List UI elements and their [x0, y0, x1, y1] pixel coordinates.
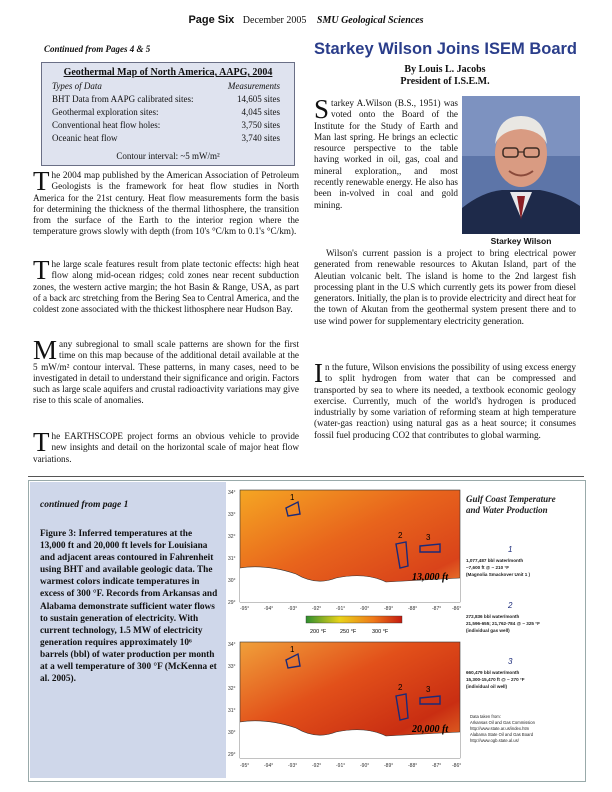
lat-tick: 32° — [228, 686, 236, 692]
lon-tick: -92° — [312, 606, 322, 612]
paragraph-text: any subregional to small scale patterns are shown for the first time on this map because of the additional detail available at the 5 mW/m² contour interval. These patterns, in many cases, need to be investigated in detail to understand their significance and origin. Factors such as large scale aquifers and crustal radioactivity variations may give rise to this scale of anomalies. — [33, 339, 299, 406]
site-number: 3 — [508, 657, 513, 666]
lon-tick: -87° — [432, 763, 442, 769]
lon-tick: -94° — [264, 606, 274, 612]
page-number: Page Six — [188, 14, 235, 26]
drop-cap: S — [314, 94, 330, 124]
lon-tick: -86° — [452, 763, 462, 769]
box-row — [52, 133, 280, 143]
paragraph-text: he large scale features result from plate tectonic effects: high heat flow along mid-ocean ridges; cold zones near recent subduction zones, the western active margin; the hot Basin & Range, USA, as part of a back arc stretching from the Bering Sea to Central America, and the coldest zone associated with the thickest lithosphere near Hudson Bay. — [33, 259, 299, 315]
lon-tick: -90° — [360, 763, 370, 769]
lon-tick: -90° — [360, 606, 370, 612]
lat-tick: 31° — [228, 708, 236, 714]
site-label-2: 2 — [398, 531, 403, 540]
lon-tick: -95° — [240, 763, 250, 769]
map-20000ft — [240, 642, 460, 758]
lon-tick: -91° — [336, 606, 346, 612]
source-line: Data taken from: — [470, 714, 501, 719]
scale-label: 300 °F — [372, 629, 389, 635]
lon-tick: -87° — [432, 606, 442, 612]
article-byline — [314, 64, 576, 88]
paragraph-text: n the future, Wilson envisions the possibility of using excess energy to split hydrogen from water that can be compressed and transported by sea to where its needed, a textbook economic geology exercise. Currently, much of the world's hydrogen is produced industrially by some variation of reforming steam at high temperature (water-gas reaction) using natural gas as a heat source; it consumes fossil fuel producing CO2 that contributes to global warming. — [314, 362, 576, 440]
drop-cap: T — [33, 427, 50, 457]
source-line: Alabama State Oil and Gas Board — [470, 732, 534, 737]
lon-tick: -93° — [288, 606, 298, 612]
lat-tick: 34° — [228, 642, 236, 648]
continued-note: continued from page 1 — [40, 500, 129, 510]
lat-tick: 29° — [228, 752, 236, 758]
drop-cap: M — [33, 335, 58, 365]
byline-role: President of I.S.E.M. — [400, 76, 490, 87]
row-label: Oceanic heat flow — [52, 133, 118, 143]
site-line: (Magnolia Smackover Unit 1 ) — [466, 572, 531, 577]
site-line: 15,300-15,470 ft @ ~ 270 °F — [466, 677, 525, 682]
site-label-3: 3 — [426, 533, 431, 542]
scale-label: 250 °F — [340, 629, 357, 635]
temperature-scale — [306, 616, 402, 635]
portrait-photo — [462, 96, 580, 234]
wilson-paragraph-1 — [314, 94, 458, 211]
row-label: Geothermal exploration sites: — [52, 107, 159, 117]
site-number: 1 — [508, 545, 513, 554]
lon-tick: -94° — [264, 763, 274, 769]
depth-label-13000: 13,000 ft — [412, 572, 449, 583]
box-row — [52, 120, 280, 130]
site-line: 272,836 bbl water/month — [466, 614, 520, 619]
lon-tick: -92° — [312, 763, 322, 769]
lat-tick: 30° — [228, 578, 236, 584]
row-value: 14,605 sites — [236, 94, 280, 104]
site-line: 21,596-655; 21,762-784 @ ~ 325 °F — [466, 621, 540, 626]
lat-tick: 29° — [228, 600, 236, 606]
site-line: ~7,600 ft @ ~ 210 °F — [466, 565, 510, 570]
row-value: 3,750 sites — [241, 120, 280, 130]
site-line: (individual oil well) — [466, 684, 508, 689]
paragraph-text: he EARTHSCOPE project forms an obvious vehicle to provide new insights and detail on the horizontal scale of major heat flow variations. — [33, 431, 299, 464]
row-label: BHT Data from AAPG calibrated sites: — [52, 94, 194, 104]
lat-tick: 32° — [228, 534, 236, 540]
lat-tick: 34° — [228, 490, 236, 496]
lon-tick: -91° — [336, 763, 346, 769]
site-label-1: 1 — [290, 645, 295, 654]
byline-author: By Louis L. Jacobs — [404, 64, 486, 75]
contour-interval: Contour interval: ~5 mW/m² — [116, 151, 220, 161]
source-line: http://www.state.ar.us/index.htm — [470, 726, 530, 731]
wilson-paragraph-3 — [314, 358, 576, 441]
heatflow-paragraph-1 — [33, 166, 299, 238]
site-label-3: 3 — [426, 685, 431, 694]
page-header — [0, 14, 612, 30]
gulf-coast-figure — [226, 482, 582, 778]
geothermal-data-box — [41, 62, 295, 166]
continued-note: Continued from Pages 4 & 5 — [44, 44, 151, 54]
wilson-paragraph-2: Wilson's current passion is a project to bring electrical power generated from renewable resources to Akutan Island, part of the Aleutian volcanic belt. The island is home to the 2nd largest fish processing plant in the U.S which currently gets its power from diesel generators. Initially, the plan is to provide electricity and direct heat for the town of Akutan from the geothermal system present there and to use wind power for supplementary electricity generation. — [314, 248, 576, 326]
photo-caption: Starkey Wilson — [490, 236, 552, 246]
paragraph-text: he 2004 map published by the American Association of Petroleum Geologists is the framework for heat flow studies in North America for the 21st century. Heat flow measurements form the basis for determining the thickness of the thermal lithosphere, the transition from the surface of the Earth to the interior region where the temperature grows slowly with depth (from 10's °C/km to 0.1's °C/km). — [33, 170, 299, 237]
box-column-measurements: Measurements — [227, 81, 280, 91]
figure-title-line2: and Water Production — [466, 505, 548, 515]
box-column-types: Types of Data — [52, 81, 102, 91]
paragraph-text: tarkey A.Wilson (B.S., 1951) was voted onto the Board of the Institute for the Study of Earth and Man last spring. He brings an eclectic resource perspective to the table having worked in oil, gas, coal and mineral exploration,, and most recently renewable energy. He also has been in-volved in coal and gold mining. — [314, 98, 458, 210]
scale-label: 200 °F — [310, 629, 327, 635]
drop-cap: I — [314, 358, 323, 388]
lat-tick: 30° — [228, 730, 236, 736]
lon-tick: -89° — [384, 763, 394, 769]
lon-tick: -88° — [408, 606, 418, 612]
depth-label-20000: 20,000 ft — [412, 724, 449, 735]
article-title: Starkey Wilson Joins ISEM Board — [314, 40, 578, 58]
site-label-2: 2 — [398, 683, 403, 692]
box-title: Geothermal Map of North America, AAPG, 2004 — [63, 67, 273, 78]
row-value: 3,740 sites — [241, 133, 280, 143]
source-line: Arkansas Oil and Gas Commission — [470, 720, 535, 725]
site-label-1: 1 — [290, 493, 295, 502]
heatflow-paragraph-3 — [33, 335, 299, 407]
box-row — [52, 107, 280, 117]
lon-tick: -86° — [452, 606, 462, 612]
gulf-coast-maps — [226, 482, 582, 778]
lon-tick: -95° — [240, 606, 250, 612]
figure-caption: Figure 3: Inferred temperatures at the 13,000 ft and 20,000 ft levels for Louisiana and adjacent areas contoured in Fahrenheit using BHT and available geologic data. The warmest colors indicate temperatures in excess of 300 °F. Records from Arkansas and Alabama demonstrate sufficient water flows to sustain generation of electricity. With current technology, 1.5 MW of electricity generation requires approximately 10⁶ barrels (bbl) of water production per month at a well temperature of 300 °F (McKenna et al. 2005). — [40, 529, 218, 685]
lat-tick: 33° — [228, 664, 236, 670]
issue-date: December 2005 — [242, 15, 307, 26]
row-value: 4,045 sites — [241, 107, 280, 117]
section-divider — [28, 476, 584, 477]
heatflow-paragraph-2 — [33, 255, 299, 315]
heatflow-paragraph-4 — [33, 427, 299, 465]
site-line: (individual gas well) — [466, 628, 510, 633]
publication-name: SMU Geological Sciences — [316, 15, 424, 26]
map-13000ft — [240, 490, 460, 602]
figure-title-line1: Gulf Coast Temperature — [466, 494, 556, 504]
lon-tick: -89° — [384, 606, 394, 612]
lon-tick: -93° — [288, 763, 298, 769]
lat-tick: 33° — [228, 512, 236, 518]
site-number: 2 — [508, 601, 513, 610]
site-line: 1,077,487 bbl water/month — [466, 558, 524, 563]
production-legend — [466, 494, 556, 743]
row-label: Conventional heat flow holes: — [52, 120, 161, 130]
box-row — [52, 94, 280, 104]
drop-cap: T — [33, 255, 50, 285]
lon-tick: -88° — [408, 763, 418, 769]
lat-tick: 31° — [228, 556, 236, 562]
site-line: 660,479 bbl water/month — [466, 670, 520, 675]
source-line: http://www.ogb.state.al.us/ — [470, 738, 519, 743]
drop-cap: T — [33, 166, 50, 196]
portrait-illustration — [462, 96, 580, 234]
